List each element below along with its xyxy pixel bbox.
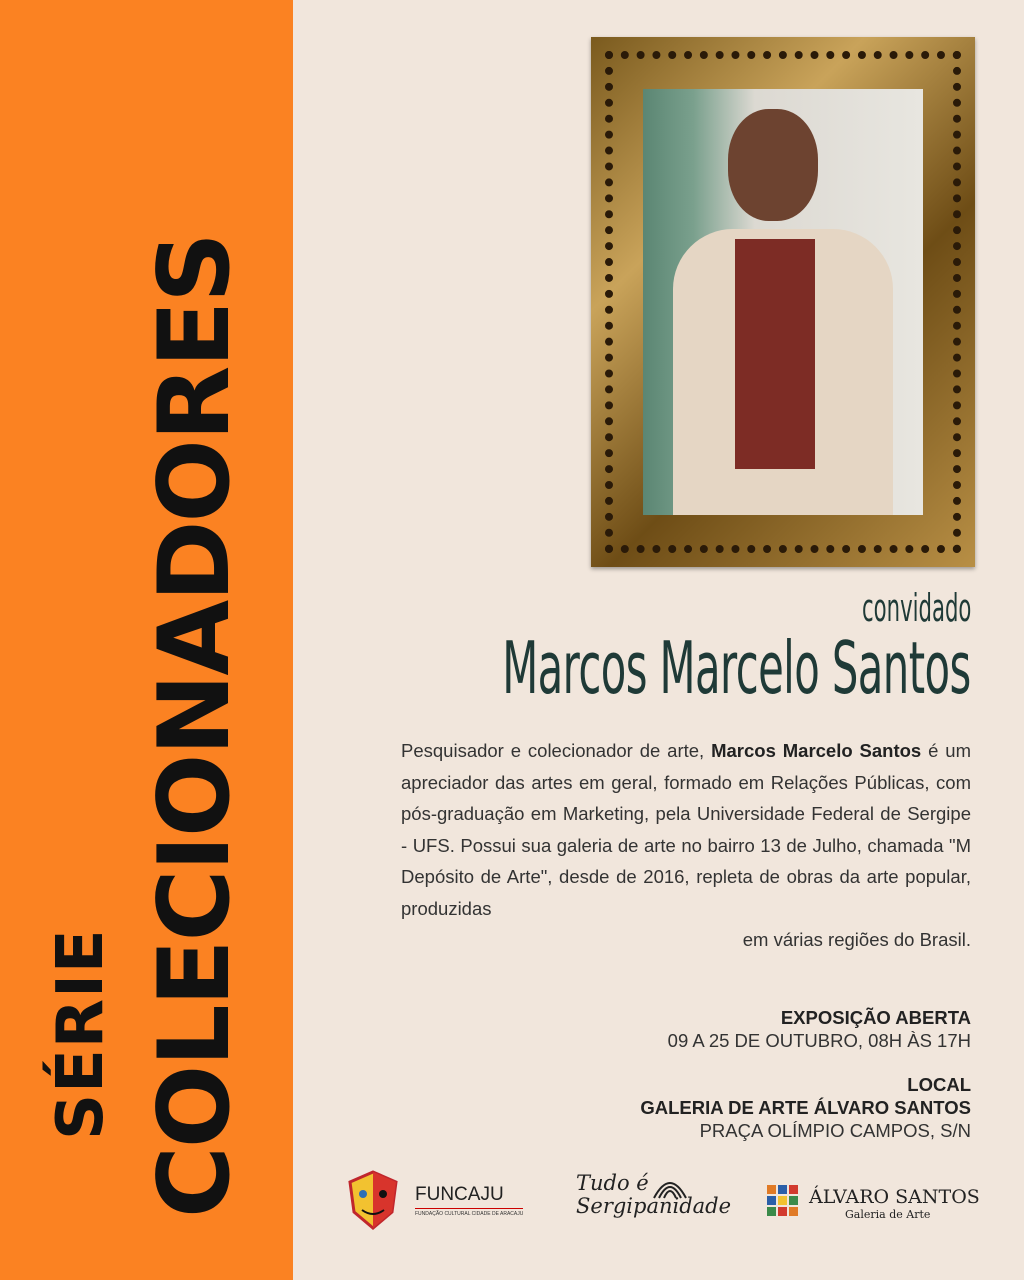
bio-body: é um apreciador das artes em geral, formado em Relações Públicas, com pós-graduação em Marketing, pela Universidade Federal de Sergipe - UFS. Possui sua galeria de arte no bairro 13 de Julho, chamada "M Depósito de Arte", desde de 2016, repleta de obras da arte popular, produzidas: [401, 740, 971, 919]
tudo-line1: Tudo é: [576, 1171, 649, 1195]
bio-intro: Pesquisador e colecionador de arte,: [401, 740, 705, 761]
series-title: COLECIONADORES: [138, 234, 252, 1218]
alvaro-subtitle: Galeria de Arte: [845, 1208, 931, 1221]
bio-last-line: em várias regiões do Brasil.: [742, 929, 971, 950]
exhibition-heading: EXPOSIÇÃO ABERTA: [780, 1007, 971, 1028]
portrait-frame: [591, 37, 975, 567]
tudo-line2: Sergipanidade: [576, 1194, 732, 1218]
fingerprint-icon: [650, 1174, 690, 1200]
location-address: PRAÇA OLÍMPIO CAMPOS, S/N: [699, 1120, 971, 1141]
funcaju-name: FUNCAJU: [415, 1184, 504, 1205]
location-venue: GALERIA DE ARTE ÁLVARO SANTOS: [640, 1097, 971, 1118]
exhibition-info: [668, 1006, 971, 1052]
funcaju-subtitle: FUNDAÇÃO CULTURAL CIDADE DE ARACAJU: [415, 1208, 523, 1217]
guest-label: convidado: [861, 586, 971, 630]
series-label: SÉRIE: [44, 928, 118, 1140]
guest-bio: [401, 735, 971, 956]
bio-name: Marcos Marcelo Santos: [711, 740, 922, 761]
guest-name: Marcos Marcelo Santos: [502, 626, 971, 710]
funcaju-mask-logo: [348, 1168, 398, 1232]
alvaro-grid-icon: [767, 1185, 799, 1217]
location-heading: LOCAL: [907, 1074, 971, 1095]
person-head: [728, 109, 818, 221]
alvaro-name: ÁLVARO SANTOS: [809, 1186, 980, 1208]
guest-portrait-photo: [643, 89, 923, 515]
exhibition-dates: 09 A 25 DE OUTUBRO, 08H ÀS 17H: [667, 1030, 971, 1051]
funcaju-logo: [415, 1184, 523, 1217]
location-info: [640, 1073, 971, 1142]
person-shirt: [735, 239, 815, 469]
